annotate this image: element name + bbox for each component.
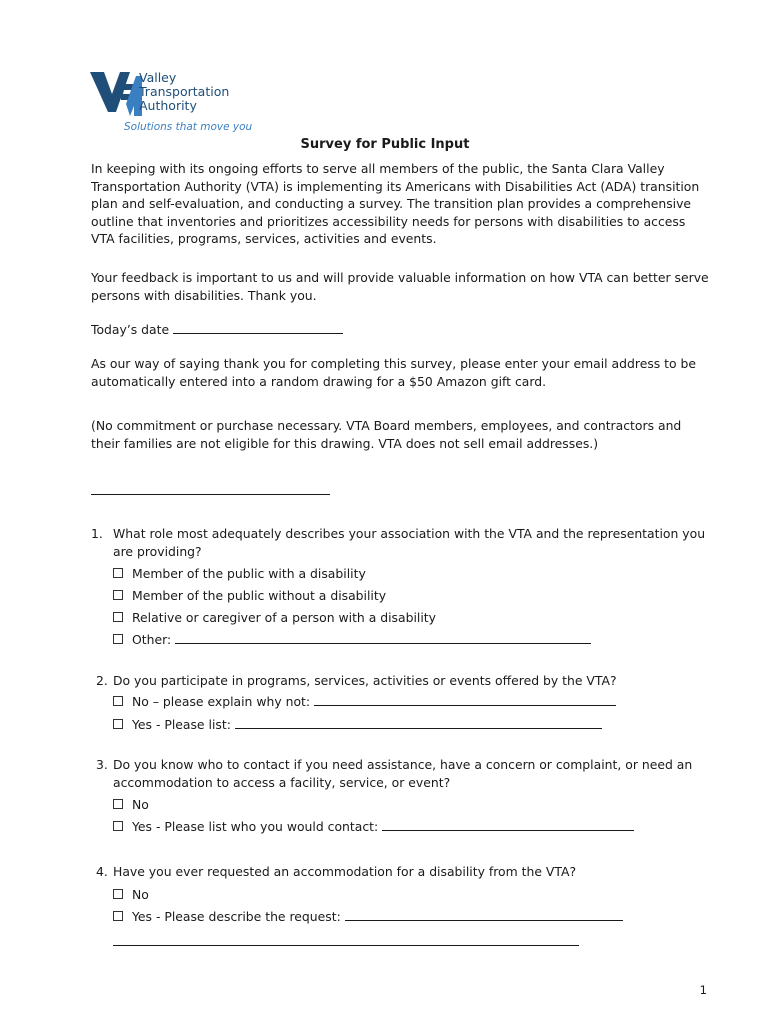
option-row[interactable]	[113, 908, 623, 925]
checkbox[interactable]	[113, 590, 123, 600]
checkbox[interactable]	[113, 634, 123, 644]
checkbox[interactable]	[113, 821, 123, 831]
question-number: 3.	[96, 757, 108, 772]
question-number: 4.	[96, 864, 108, 879]
question-number: 2.	[96, 673, 108, 688]
vta-logo-mark-icon	[90, 70, 142, 118]
list-text-field[interactable]	[235, 716, 602, 729]
request-continuation-field[interactable]	[113, 945, 579, 946]
question-2	[91, 672, 711, 690]
option-row[interactable]	[113, 818, 634, 835]
option-label: Yes - Please list who you would contact:	[132, 819, 379, 834]
question-1	[91, 525, 711, 560]
other-text-field[interactable]	[175, 631, 591, 644]
option-label: No	[132, 797, 149, 812]
checkbox[interactable]	[113, 696, 123, 706]
option-label: Other:	[132, 632, 172, 647]
checkbox[interactable]	[113, 568, 123, 578]
question-text: Have you ever requested an accommodation for a disability from the VTA?	[113, 864, 577, 879]
option-row[interactable]	[113, 886, 149, 903]
checkbox[interactable]	[113, 719, 123, 729]
checkbox[interactable]	[113, 612, 123, 622]
logo-line-3: Authority	[139, 98, 197, 113]
option-label: Member of the public with a disability	[132, 566, 366, 581]
option-row[interactable]	[113, 716, 602, 733]
logo-wordmark	[139, 71, 229, 113]
intro-paragraph: In keeping with its ongoing efforts to serve all members of the public, the Santa Clara Valley Transportation Authority (VTA) is implementing its Americans with Disabilities Act (ADA) transition plan and self-evaluation, and conducting a survey. The transition plan provides a comprehensive outline that inventories and prioritizes accessibility needs for persons with disabilities to access VTA facilities, programs, services, activities and events.	[91, 161, 700, 246]
contact-text-field[interactable]	[382, 818, 634, 831]
date-field[interactable]	[173, 321, 343, 334]
page-title: Survey for Public Input	[300, 137, 470, 152]
option-label: Member of the public without a disability	[132, 588, 387, 603]
question-3	[91, 756, 711, 791]
date-label: Today’s date	[91, 322, 170, 337]
option-label: Yes - Please list:	[132, 717, 231, 732]
option-row[interactable]	[113, 609, 436, 626]
option-row[interactable]	[113, 565, 366, 582]
checkbox[interactable]	[113, 889, 123, 899]
page-number: 1	[699, 983, 707, 997]
option-label: Yes - Please describe the request:	[132, 909, 341, 924]
logo-line-1: Valley	[139, 70, 177, 85]
logo-tagline: Solutions that move you	[124, 121, 253, 133]
vta-logo	[90, 70, 270, 138]
feedback-paragraph: Your feedback is important to us and will provide valuable information on how VTA can better serve persons with disabilities. Thank you.	[91, 270, 709, 303]
explain-text-field[interactable]	[314, 693, 616, 706]
request-text-field[interactable]	[345, 908, 623, 921]
logo-line-2: Transportation	[139, 84, 230, 99]
option-row[interactable]	[113, 693, 616, 710]
question-text: Do you know who to contact if you need assistance, have a concern or complaint, or need an accommodation to access a facility, service, or event?	[113, 757, 693, 790]
option-label: Relative or caregiver of a person with a disability	[132, 610, 436, 625]
option-row[interactable]	[113, 587, 386, 604]
option-row[interactable]	[113, 631, 591, 648]
question-text: What role most adequately describes your association with the VTA and the representation you are providing?	[113, 526, 706, 559]
question-text: Do you participate in programs, services, activities or events offered by the VTA?	[113, 673, 617, 688]
checkbox[interactable]	[113, 799, 123, 809]
question-4	[91, 863, 711, 881]
date-line	[91, 321, 711, 339]
question-number: 1.	[91, 526, 103, 541]
drawing-paragraph: As our way of saying thank you for completing this survey, please enter your email address to be automatically entered into a random drawing for a $50 Amazon gift card.	[91, 356, 697, 389]
disclaimer-paragraph: (No commitment or purchase necessary. VTA Board members, employees, and contractors and their families are not eligible for this drawing. VTA does not sell email addresses.)	[91, 418, 682, 451]
option-row[interactable]	[113, 796, 149, 813]
email-field[interactable]	[91, 494, 330, 495]
option-label: No – please explain why not:	[132, 694, 311, 709]
checkbox[interactable]	[113, 911, 123, 921]
option-label: No	[132, 887, 149, 902]
